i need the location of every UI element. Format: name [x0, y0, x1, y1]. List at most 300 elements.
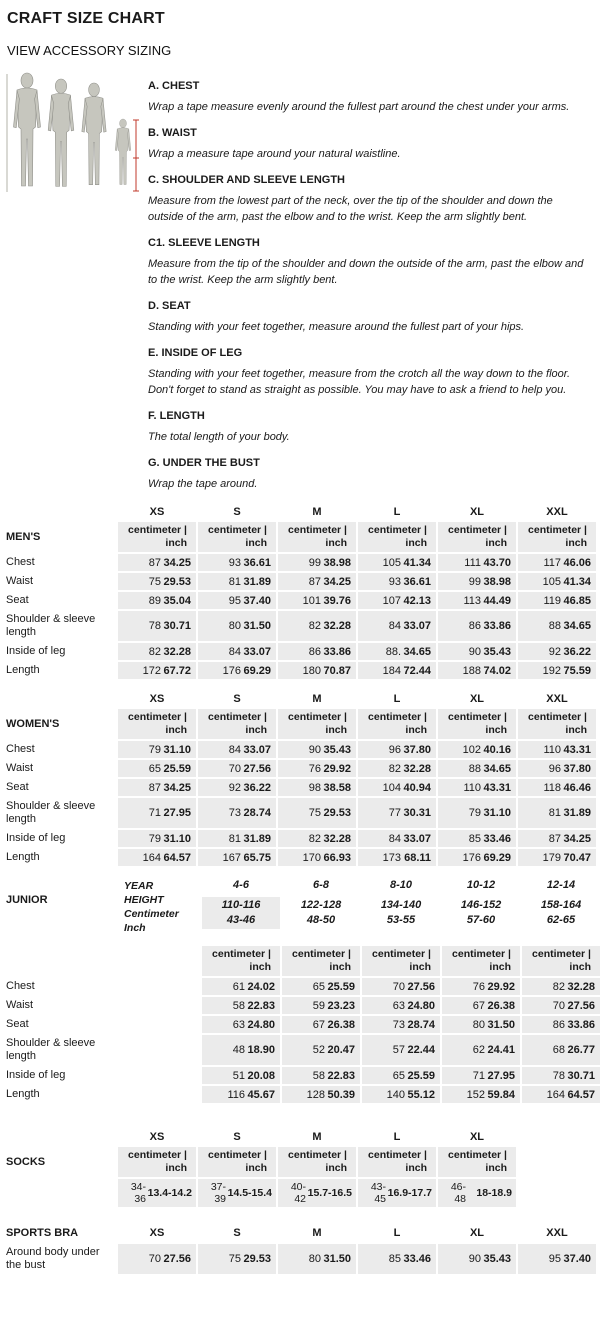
- unit-cm-label: centimeter |: [292, 948, 351, 960]
- height-inch: 57-60: [466, 914, 496, 926]
- cm-value: 172: [142, 664, 161, 677]
- instruction-label: G. UNDER THE BUST: [148, 457, 260, 469]
- cm-value: 84: [228, 645, 241, 658]
- inch-value: 29.53: [243, 1253, 271, 1265]
- inch-value: 34.25: [323, 575, 351, 588]
- cm-value: 152: [466, 1088, 485, 1101]
- value-cell: [118, 554, 196, 571]
- unit-header-cell: [362, 946, 440, 976]
- inch-value: 31.89: [563, 807, 591, 819]
- value-cell: [358, 1244, 436, 1274]
- cm-value: 81: [228, 575, 241, 588]
- inch-value: 67.72: [163, 664, 191, 677]
- cm-value: 90: [468, 645, 481, 658]
- value-cell: [282, 1086, 360, 1103]
- unit-inch-label: inch: [325, 1162, 347, 1174]
- unit-header-cell: [358, 522, 436, 552]
- inch-value: 26.77: [567, 1044, 595, 1056]
- height-inch: 48-50: [306, 914, 336, 926]
- row-label: Shoulder & sleeve length: [6, 1037, 96, 1062]
- size-header-row: [0, 691, 602, 707]
- size-header-row: [0, 1225, 602, 1242]
- cm-value: 92: [228, 781, 241, 794]
- cm-value: 65: [148, 762, 161, 775]
- unit-row: [0, 946, 602, 976]
- value-cell: [522, 1035, 600, 1065]
- unit-inch-label: inch: [245, 537, 267, 549]
- row-label: Waist: [6, 575, 34, 587]
- label-spacer: [122, 1016, 202, 1033]
- value-cell: [198, 741, 276, 758]
- row-label: Length: [6, 1088, 40, 1100]
- cm-value: 79: [468, 807, 481, 819]
- value-cell: [282, 997, 360, 1014]
- year-range: 6-8: [313, 879, 329, 891]
- inch-value: 33.86: [483, 620, 511, 632]
- unit-inch-label: inch: [245, 1162, 267, 1174]
- size-label: M: [312, 1131, 322, 1143]
- value-cell: [198, 1179, 276, 1207]
- cm-value: 70: [148, 1253, 161, 1265]
- cm-value: 58: [312, 1069, 325, 1082]
- unit-header-cell: [438, 522, 516, 552]
- size-label: L: [393, 693, 401, 705]
- inch-value: 50.39: [327, 1088, 355, 1101]
- value-cell: [278, 592, 356, 609]
- cm-value: 95: [228, 594, 241, 607]
- value-cell: [438, 741, 516, 758]
- inch-value: 42.13: [403, 594, 431, 607]
- value-cell: [202, 1016, 280, 1033]
- size-label: XS: [149, 1227, 165, 1239]
- value-cell: [202, 1035, 280, 1065]
- value-cell: [358, 611, 436, 641]
- instruction-label: A. CHEST: [148, 80, 200, 92]
- row-label: Around body under the bust: [6, 1246, 100, 1271]
- cm-value: 188: [462, 664, 481, 677]
- row-label: Length: [6, 851, 40, 863]
- inch-value: 59.84: [487, 1088, 515, 1101]
- unit-cm-label: centimeter |: [532, 948, 591, 960]
- cm-value: 67: [472, 999, 485, 1012]
- row-label: Inside of leg: [6, 832, 66, 844]
- inch-value: 33.86: [323, 645, 351, 658]
- unit-header-cell: [198, 522, 276, 552]
- inch-value: 64.57: [567, 1088, 595, 1101]
- unit-inch-label: inch: [325, 537, 347, 549]
- value-cell: [278, 554, 356, 571]
- unit-cm-label: centimeter |: [208, 524, 267, 536]
- height-cm: 110-116: [221, 899, 261, 911]
- cm-value: 46-48: [450, 1181, 466, 1205]
- height-cm: 134-140: [380, 899, 422, 911]
- cm-value: 51: [232, 1069, 245, 1082]
- value-cell: [118, 1244, 196, 1274]
- inch-value: 33.46: [483, 832, 511, 845]
- cm-value: 59: [312, 999, 325, 1012]
- cm-value: 113: [463, 594, 481, 607]
- size-label: XL: [469, 1227, 485, 1239]
- inch-value: 31.89: [243, 575, 271, 588]
- inch-value: 32.28: [403, 762, 431, 775]
- inch-value: 75.59: [563, 664, 591, 677]
- instruction-text: Measure from the tip of the shoulder and down the outside of the arm, past the elbow and to the wrist. Keep the arm slightly bent.: [148, 258, 584, 286]
- cm-value: 65: [312, 980, 325, 993]
- cm-value: 65: [392, 1069, 405, 1082]
- value-cell: [438, 643, 516, 660]
- cm-value: 173: [382, 851, 401, 864]
- value-cell: [278, 643, 356, 660]
- cm-value: 84: [228, 743, 241, 756]
- height-cm: 158-164: [540, 899, 582, 911]
- size-label: S: [233, 1131, 241, 1143]
- instruction-label: F. LENGTH: [148, 410, 205, 422]
- inch-value: 74.02: [483, 664, 511, 677]
- cm-value: 179: [542, 851, 561, 864]
- unit-header-cell: [358, 709, 436, 739]
- inch-value: 41.34: [403, 556, 431, 569]
- inch-value: 35.43: [483, 1253, 511, 1265]
- value-cell: [202, 978, 280, 995]
- cm-value: 57: [392, 1044, 405, 1056]
- inch-value: 36.22: [563, 645, 591, 658]
- year-column: [522, 878, 600, 936]
- inch-value: 30.71: [567, 1069, 595, 1082]
- cm-value: 82: [552, 980, 565, 993]
- inch-value: 14.5-15.4: [227, 1187, 272, 1199]
- value-cell: [438, 1179, 516, 1207]
- unit-inch-label: inch: [565, 537, 587, 549]
- instruction-text: The total length of your body.: [148, 431, 290, 443]
- value-cell: [118, 592, 196, 609]
- value-cell: [522, 1016, 600, 1033]
- instruction-label: E. INSIDE OF LEG: [148, 347, 243, 359]
- inch-value: 31.89: [243, 832, 271, 845]
- value-cell: [198, 554, 276, 571]
- instruction-item: [148, 237, 590, 288]
- unit-header-cell: [522, 946, 600, 976]
- value-cell: [362, 997, 440, 1014]
- value-cell: [198, 760, 276, 777]
- inch-value: 41.34: [563, 575, 591, 588]
- cm-value: 98: [308, 781, 321, 794]
- cm-value: 75: [148, 575, 161, 588]
- cm-value: 110: [463, 781, 481, 794]
- cm-value: 96: [548, 762, 561, 775]
- value-cell: [518, 741, 596, 758]
- inch-value: 29.92: [323, 762, 351, 775]
- row-label: Chest: [6, 743, 35, 755]
- unit-cm-label: centimeter |: [288, 1149, 347, 1161]
- cm-value: 67: [312, 1018, 325, 1031]
- value-cell: [118, 611, 196, 641]
- inch-value: 15.7-16.5: [307, 1187, 352, 1199]
- inch-value: 40.94: [403, 781, 431, 794]
- inch-value: 34.65: [563, 620, 591, 632]
- unit-inch-label: inch: [325, 724, 347, 736]
- cm-value: 70: [228, 762, 241, 775]
- height-inch: 62-65: [546, 914, 576, 926]
- unit-inch-label: inch: [485, 537, 507, 549]
- unit-row: [0, 522, 602, 552]
- size-label: M: [312, 1227, 322, 1239]
- size-label: XXL: [546, 693, 568, 705]
- inch-value: 18-18.9: [476, 1187, 512, 1199]
- mannequin-figures-icon: [4, 70, 142, 198]
- label-spacer: [122, 978, 202, 995]
- value-cell: [442, 978, 520, 995]
- size-table-womens: [0, 691, 602, 866]
- value-cell: [358, 554, 436, 571]
- value-cell: [358, 1179, 436, 1207]
- value-cell: [198, 611, 276, 641]
- cm-value: 176: [222, 664, 241, 677]
- value-cell: [362, 1016, 440, 1033]
- inch-value: 69.29: [243, 664, 271, 677]
- table-name: JUNIOR: [6, 894, 48, 906]
- inch-value: 70.47: [563, 851, 591, 864]
- instruction-item: [148, 347, 590, 398]
- value-cell: [198, 592, 276, 609]
- size-label: L: [393, 506, 401, 518]
- inch-value: 27.56: [567, 999, 595, 1012]
- instruction-text: Wrap a measure tape around your natural waistline.: [148, 148, 401, 160]
- measurement-instructions: [142, 68, 598, 492]
- value-cell: [362, 1067, 440, 1084]
- year-column: [442, 878, 520, 936]
- inch-value: 26.38: [327, 1018, 355, 1031]
- cm-value: 78: [552, 1069, 565, 1082]
- cm-value: 86: [468, 620, 481, 632]
- instruction-text: Standing with your feet together, measure around the fullest part of your hips.: [148, 321, 525, 333]
- inch-value: 24.02: [247, 980, 275, 993]
- value-cell: [282, 1035, 360, 1065]
- cm-value: 96: [388, 743, 401, 756]
- value-cell: [198, 849, 276, 866]
- value-cell: [358, 779, 436, 796]
- size-label: XXL: [546, 506, 568, 518]
- data-row: [0, 592, 602, 609]
- data-row: [0, 997, 602, 1014]
- unit-cm-label: centimeter |: [128, 524, 187, 536]
- value-cell: [278, 798, 356, 828]
- value-cell: [358, 798, 436, 828]
- size-label: S: [233, 506, 241, 518]
- cm-value: 180: [302, 664, 321, 677]
- table-name: MEN'S: [6, 531, 41, 543]
- inch-value: 18.90: [247, 1044, 275, 1056]
- value-cell: [518, 779, 596, 796]
- inch-value: 37.80: [403, 743, 431, 756]
- value-cell: [358, 573, 436, 590]
- inch-value: 36.61: [403, 575, 431, 588]
- value-cell: [118, 741, 196, 758]
- value-cell: [362, 978, 440, 995]
- unit-header-cell: [518, 709, 596, 739]
- measurement-guide-section: [0, 68, 602, 492]
- inch-value: 31.10: [483, 807, 511, 819]
- inch-value: 32.28: [567, 980, 595, 993]
- cm-value: 63: [232, 1018, 245, 1031]
- inch-value: 43.70: [483, 556, 511, 569]
- value-cell: [438, 1244, 516, 1274]
- size-table-mens: [0, 504, 602, 679]
- value-cell: [118, 643, 196, 660]
- inch-value: 26.38: [487, 999, 515, 1012]
- inch-value: 25.59: [407, 1069, 435, 1082]
- value-cell: [282, 978, 360, 995]
- cm-value: 111: [464, 556, 481, 569]
- value-cell: [438, 592, 516, 609]
- row-label: Seat: [6, 781, 29, 793]
- value-cell: [278, 1244, 356, 1274]
- cm-value: 104: [382, 781, 401, 794]
- size-label: XL: [469, 1131, 485, 1143]
- inch-value: 22.44: [407, 1044, 435, 1056]
- data-row: [0, 798, 602, 828]
- page-title: CRAFT SIZE CHART: [7, 10, 165, 27]
- inch-value: 55.12: [407, 1088, 435, 1101]
- label-spacer: [122, 1035, 202, 1065]
- size-label: XS: [149, 693, 165, 705]
- unit-cm-label: centimeter |: [368, 711, 427, 723]
- cm-value: 63: [392, 999, 405, 1012]
- body-figures-image: [4, 68, 142, 492]
- size-label: M: [312, 506, 322, 518]
- height-range: [362, 897, 440, 929]
- cm-value: 80: [308, 1253, 321, 1265]
- row-label: Inside of leg: [6, 1069, 66, 1081]
- cm-value: 88: [468, 762, 481, 775]
- label-spacer: [0, 504, 118, 520]
- unit-cm-label: centimeter |: [368, 524, 427, 536]
- value-cell: [118, 760, 196, 777]
- value-cell: [442, 1086, 520, 1103]
- unit-cm-label: centimeter |: [448, 524, 507, 536]
- cm-value: 43-45: [370, 1181, 386, 1205]
- data-row: [0, 554, 602, 571]
- inch-value: 46.85: [563, 594, 591, 607]
- inch-value: 45.67: [247, 1088, 275, 1101]
- data-row: [0, 1067, 602, 1084]
- value-cell: [522, 1086, 600, 1103]
- cm-value: 88.: [385, 645, 401, 658]
- cm-value: 58: [232, 999, 245, 1012]
- value-cell: [198, 798, 276, 828]
- value-cell: [358, 662, 436, 679]
- cm-value: 93: [228, 556, 241, 569]
- unit-header-cell: [358, 1147, 436, 1177]
- unit-inch-label: inch: [489, 961, 511, 973]
- row-label: Shoulder & sleeve length: [6, 613, 96, 638]
- unit-cm-label: centimeter |: [208, 1149, 267, 1161]
- view-accessory-sizing-link[interactable]: VIEW ACCESSORY SIZING: [7, 43, 172, 58]
- instruction-label: B. WAIST: [148, 127, 197, 139]
- unit-cm-label: centimeter |: [528, 711, 587, 723]
- value-cell: [198, 779, 276, 796]
- inch-value: 34.25: [163, 556, 191, 569]
- value-cell: [198, 643, 276, 660]
- inch-value: 31.10: [163, 743, 191, 756]
- unit-inch-label: inch: [245, 724, 267, 736]
- cm-value: 119: [543, 594, 561, 607]
- label-spacer: [122, 1086, 202, 1103]
- instruction-item: [148, 80, 590, 115]
- inch-value: 33.07: [403, 620, 431, 632]
- row-label: Shoulder & sleeve length: [6, 800, 96, 825]
- size-label: XL: [469, 506, 485, 518]
- row-label: Length: [6, 664, 40, 676]
- inch-value: 34.25: [163, 781, 191, 794]
- height-range: [202, 897, 280, 929]
- value-cell: [198, 1244, 276, 1274]
- inch-value: 43.31: [483, 781, 511, 794]
- cm-value: 164: [142, 851, 161, 864]
- inch-value: 46.06: [563, 556, 591, 569]
- data-row: [0, 830, 602, 847]
- label-spacer: [0, 1129, 118, 1145]
- cm-value: 48: [232, 1044, 245, 1056]
- unit-cm-label: centimeter |: [528, 524, 587, 536]
- value-cell: [522, 1067, 600, 1084]
- cm-value: 82: [148, 645, 161, 658]
- cm-value: 140: [386, 1088, 405, 1101]
- cm-value: 117: [543, 556, 561, 569]
- year-height-labels: [122, 878, 202, 936]
- cm-value: 78: [148, 620, 161, 632]
- row-label: Seat: [6, 594, 29, 606]
- row-label: Chest: [6, 980, 35, 992]
- inch-value: 37.80: [563, 762, 591, 775]
- unit-cm-label: centimeter |: [452, 948, 511, 960]
- cm-value: 86: [308, 645, 321, 658]
- junior-year-header-row: [0, 878, 602, 936]
- inch-value: 33.07: [243, 645, 271, 658]
- size-table-socks: [0, 1129, 602, 1207]
- label-spacer: [0, 946, 122, 976]
- size-label: L: [393, 1227, 401, 1239]
- cm-value: 118: [543, 781, 561, 794]
- instruction-label: C1. SLEEVE LENGTH: [148, 237, 260, 249]
- inch-value: 66.93: [323, 851, 351, 864]
- table-name: WOMEN'S: [6, 718, 60, 730]
- value-cell: [362, 1086, 440, 1103]
- cm-value: 107: [382, 594, 401, 607]
- unit-inch-label: inch: [485, 1162, 507, 1174]
- cm-value: 192: [542, 664, 561, 677]
- value-cell: [278, 830, 356, 847]
- height-cm: 122-128: [300, 899, 342, 911]
- inch-value: 70.87: [323, 664, 351, 677]
- value-cell: [198, 662, 276, 679]
- cm-value: 75: [228, 1253, 241, 1265]
- year-column: [362, 878, 440, 936]
- cm-value: 102: [462, 743, 481, 756]
- inch-value: 29.92: [487, 980, 515, 993]
- value-cell: [518, 760, 596, 777]
- unit-header-cell: [198, 709, 276, 739]
- table-name: SOCKS: [6, 1156, 46, 1168]
- inch-value: 37.40: [243, 594, 271, 607]
- cm-value: 87: [148, 556, 161, 569]
- cm-value: 84: [388, 832, 401, 845]
- value-cell: [518, 554, 596, 571]
- cm-value: 79: [148, 832, 161, 845]
- cm-value: 82: [308, 620, 321, 632]
- value-cell: [358, 741, 436, 758]
- cm-value: 71: [472, 1069, 485, 1082]
- value-cell: [278, 573, 356, 590]
